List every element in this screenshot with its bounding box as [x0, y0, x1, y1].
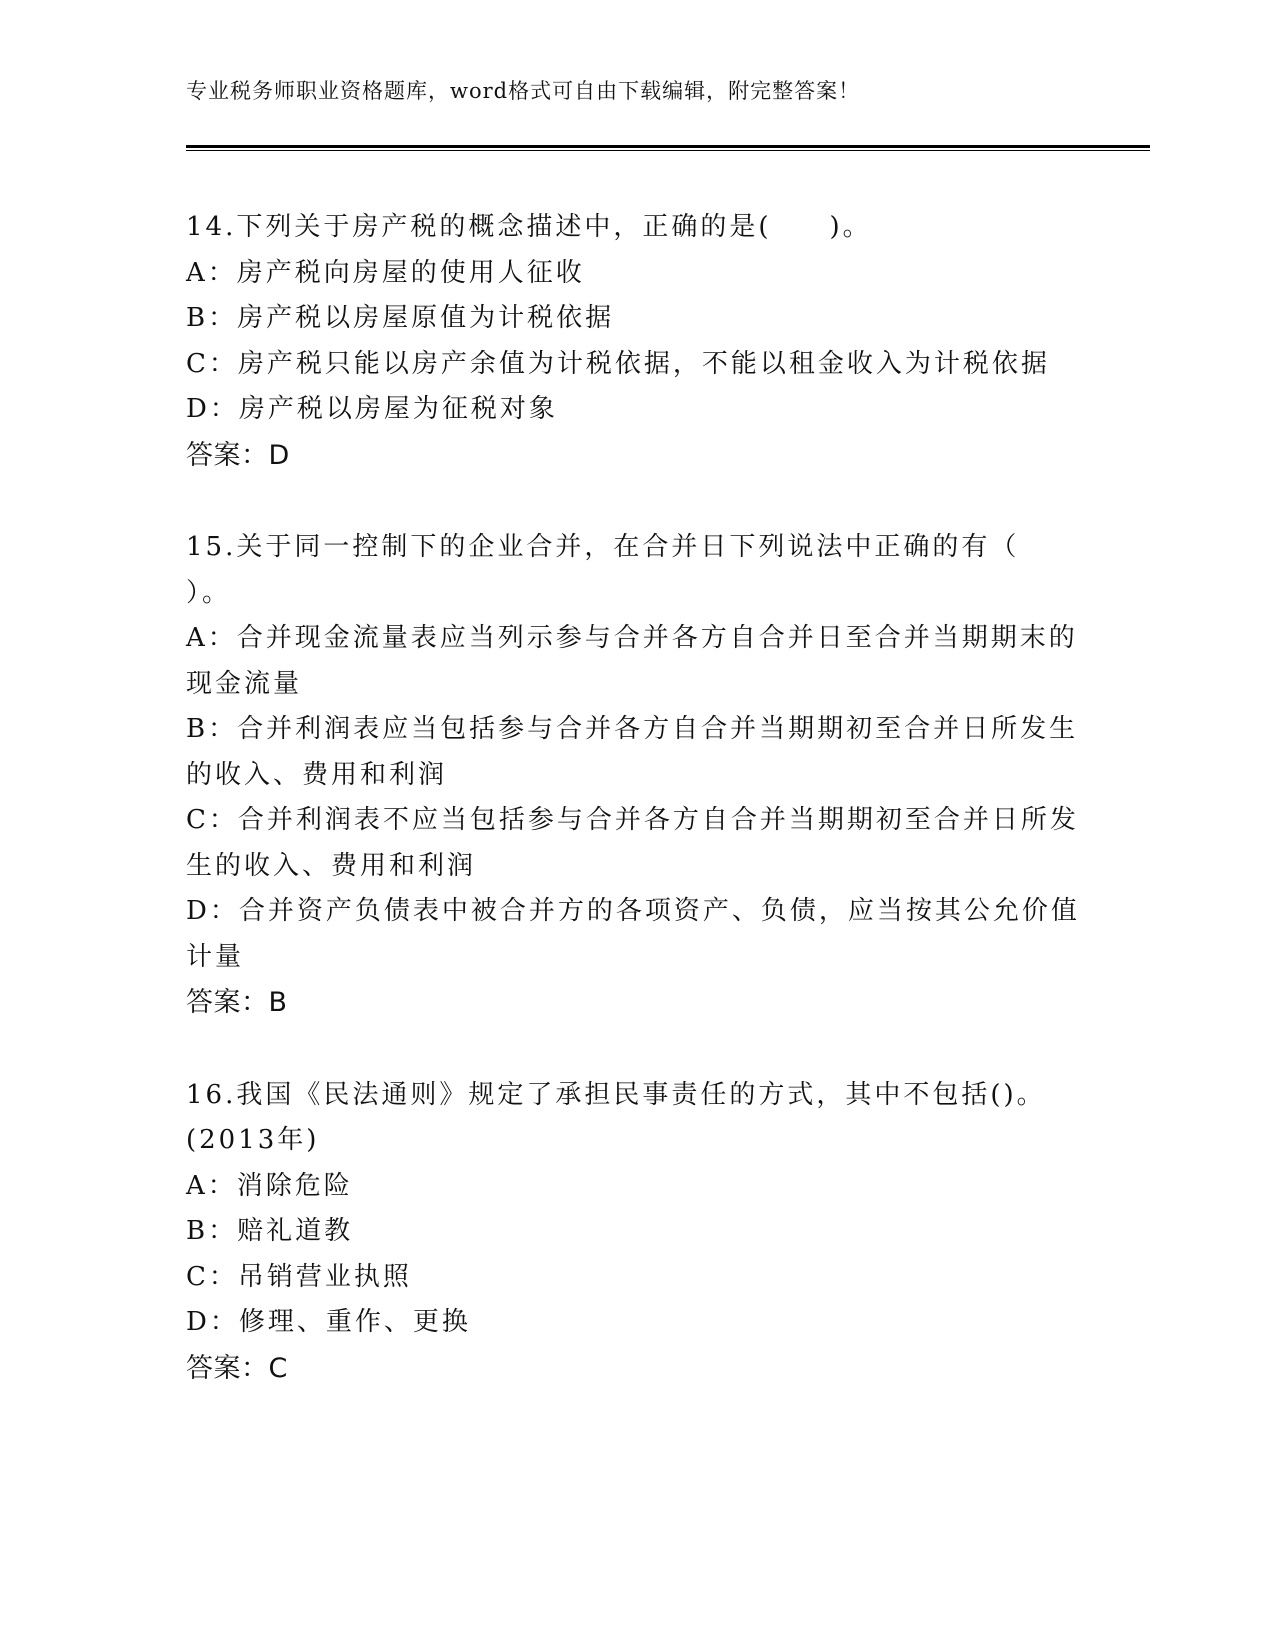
option-d: D：合并资产负债表中被合并方的各项资产、负债，应当按其公允价值: [186, 896, 1080, 926]
answer-label: 答案：C: [186, 1352, 288, 1384]
option-b: B：合并利润表应当包括参与合并各方自合并当期期初至合并日所发生: [186, 714, 1079, 744]
option-d: D：房产税以房屋为征税对象: [186, 394, 558, 424]
option-d-continued: 计量: [186, 941, 245, 972]
option-c: C：合并利润表不应当包括参与合并各方自合并当期期初至合并日所发: [186, 805, 1079, 835]
option-b-continued: 的收入、费用和利润: [186, 759, 448, 790]
question-stem-continued: ）。: [186, 577, 232, 608]
header-divider-thin: [186, 150, 1150, 151]
question-stem: 14.下列关于房产税的概念描述中，正确的是( )。: [186, 212, 872, 242]
answer-label: 答案：D: [186, 439, 290, 471]
question-stem-continued: (2013年): [186, 1125, 320, 1155]
question-stem: 15.关于同一控制下的企业合并，在合并日下列说法中正确的有（: [186, 532, 1020, 562]
option-b: B：赔礼道教: [186, 1216, 354, 1246]
option-d: D：修理、重作、更换: [186, 1307, 471, 1337]
question-stem: 16.我国《民法通则》规定了承担民事责任的方式，其中不包括()。: [186, 1079, 1046, 1110]
option-a: A：房产税向房屋的使用人征收: [186, 257, 585, 288]
question-list: [186, 205, 1086, 1438]
option-c-continued: 生的收入、费用和利润: [186, 850, 477, 881]
question-16: [186, 1073, 1086, 1392]
option-b: B：房产税以房屋原值为计税依据: [186, 303, 615, 333]
option-c: C：房产税只能以房产余值为计税依据，不能以租金收入为计税依据: [186, 348, 1050, 379]
option-a: A：消除危险: [186, 1170, 353, 1201]
question-15: [186, 525, 1086, 1026]
option-c: C：吊销营业执照: [186, 1261, 412, 1292]
option-a: A：合并现金流量表应当列示参与合并各方自合并日至合并当期期末的: [186, 623, 1078, 653]
page-header: [186, 76, 1146, 106]
option-a-continued: 现金流量: [186, 668, 303, 699]
header-text: 专业税务师职业资格题库，word格式可自由下载编辑，附完整答案！: [186, 79, 861, 103]
header-divider-thick: [186, 145, 1150, 148]
question-14: [186, 205, 1086, 478]
answer-label: 答案：B: [186, 987, 288, 1018]
